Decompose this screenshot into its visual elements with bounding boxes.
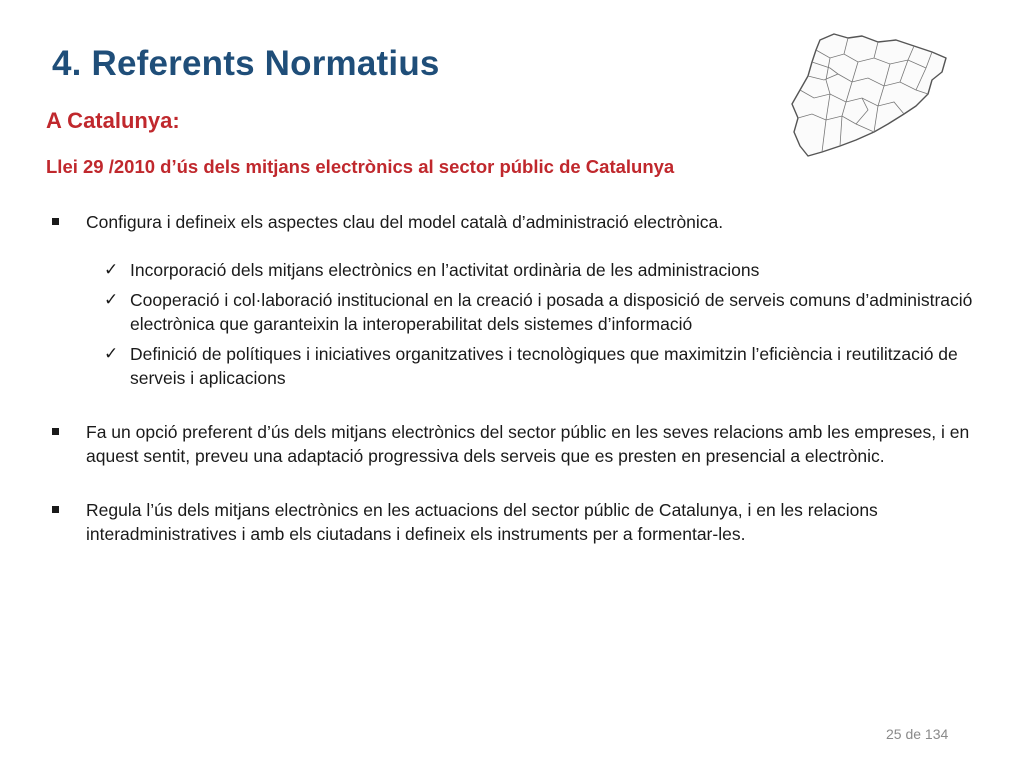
slide-title: 4. Referents Normatius xyxy=(52,44,440,83)
bullet-text: Regula l’ús dels mitjans electrònics en les actuacions del sector públic de Catalunya, i en les relacions interadministratives i amb els ciutadans i defineix els instruments per a formentar-les. xyxy=(86,500,878,544)
square-bullet-icon xyxy=(52,506,59,513)
list-item xyxy=(46,420,1016,468)
content-body xyxy=(46,210,1016,546)
square-bullet-icon xyxy=(52,218,59,225)
check-text: Definició de polítiques i iniciatives organitzatives i tecnològiques que maximitzin l’eficiència i reutilització de serveis i aplicacions xyxy=(130,344,958,388)
list-item xyxy=(46,258,1016,282)
checkmark-icon: ✓ xyxy=(104,344,119,363)
bullet-text: Configura i defineix els aspectes clau del model català d’administració electrònica. xyxy=(86,212,724,232)
checkmark-icon: ✓ xyxy=(104,290,119,309)
square-bullet-icon xyxy=(52,428,59,435)
region-subtitle: A Catalunya: xyxy=(46,108,180,133)
law-title: Llei 29 /2010 d’ús dels mitjans electrònics al sector públic de Catalunya xyxy=(46,156,675,177)
checkmark-icon: ✓ xyxy=(104,260,119,279)
catalonia-map-icon xyxy=(786,28,952,162)
page-number: 25 de 134 xyxy=(886,726,949,742)
list-item xyxy=(46,342,1016,390)
check-text: Cooperació i col·laboració institucional en la creació i posada a disposició de serveis comuns d’administració electrònica que garanteixin la interoperabilitat dels sistemes d’informació xyxy=(130,290,973,334)
list-item xyxy=(46,498,1016,546)
bullet-text: Fa un opció preferent d’ús dels mitjans electrònics del sector públic en les seves relacions amb les empreses, i en aquest sentit, preveu una adaptació progressiva dels serveis que es presten en presencial a electrònic. xyxy=(86,422,970,466)
list-item xyxy=(46,210,1016,234)
list-item xyxy=(46,288,1016,336)
check-text: Incorporació dels mitjans electrònics en l’activitat ordinària de les administracions xyxy=(130,260,760,280)
